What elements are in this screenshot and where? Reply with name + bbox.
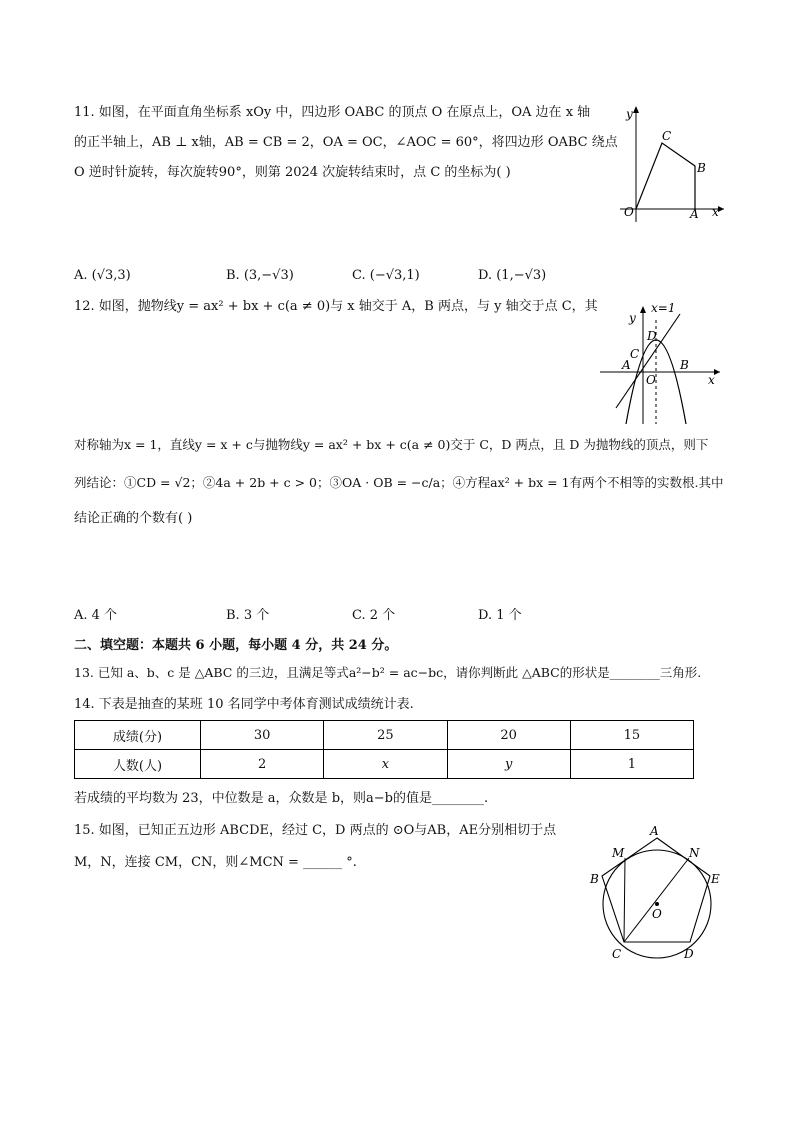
q12-line-2: 对称轴为x = 1，直线y = x + c与抛物线y = ax² + bx + c(a ≠ 0)交于 C，D 两点，且 D 为抛物线的顶点，则下 [74,437,709,452]
q14-intro: 14. 下表是抽查的某班 10 名同学中考体育测试成绩统计表. [74,697,414,712]
table-row [75,721,694,750]
q11-label-x: x [712,205,719,219]
table-row [75,750,694,779]
q12-option-c: C. 2 个 [352,608,396,623]
table-cell: 人数(人) [75,750,201,779]
q11-line-1: 11. 如图，在平面直角坐标系 xOy 中，四边形 OABC 的顶点 O 在原点上，OA 边在 x 轴 [74,105,591,120]
q11-label-o: O [624,205,634,219]
q12-option-a: A. 4 个 [74,608,118,623]
table-cell: y [447,750,570,779]
q11-option-b: B. (3,−√3) [226,268,294,283]
section-heading-fill-in: 二、填空题：本题共 6 小题，每小题 4 分，共 24 分。 [74,638,398,653]
q15-label-b: B [590,872,599,886]
q15-line-2: M，N，连接 CM，CN，则∠MCN = ______ °. [74,855,357,870]
table-cell: 成绩(分) [75,721,201,750]
q11-line-2: 的正半轴上，AB ⊥ x轴，AB = CB = 2，OA = OC，∠AOC = 60°，将四边形 OABC 绕点 [74,135,618,150]
q11-y-arrow [633,106,639,113]
q12-label-o: O [646,373,656,387]
q11-label-a: A [690,207,699,221]
q12-label-b: B [680,358,689,372]
q11-figure [612,100,732,225]
q15-label-c: C [612,947,622,961]
q12-x-arrow [714,369,720,375]
q11-label-c: C [662,129,672,143]
q12-figure [596,296,726,426]
q12-label-d: D [647,329,657,343]
table-cell: 25 [324,721,447,750]
q12-line-1: 12. 如图，抛物线y = ax² + bx + c(a ≠ 0)与 x 轴交于 A，B 两点，与 y 轴交于点 C，其 [74,299,598,314]
q11-x-arrow [718,206,724,212]
q11-quadrilateral [636,143,695,209]
q12-line-3: 列结论：①CD = √2；②4a + 2b + c > 0；③OA · OB = −c/a；④方程ax² + bx = 1有两个不相等的实数根.其中 [74,475,724,490]
q12-line-4: 结论正确的个数有( ) [74,511,193,526]
q12-label-x: x [708,373,715,387]
q12-label-c: C [630,347,640,361]
score-table [74,720,694,779]
q15-label-e: E [711,872,720,886]
q12-option-b: B. 3 个 [226,608,270,623]
q15-center-point [655,902,659,906]
q11-option-a: A. (√3,3) [74,268,131,283]
q15-label-m: M [612,846,625,860]
q12-label-a: A [622,358,631,372]
q15-label-d: D [684,947,694,961]
q12-y-arrow [640,306,646,313]
table-cell: 20 [447,721,570,750]
table-cell: 1 [570,750,693,779]
q13-text: 13. 已知 a、b、c 是 △ABC 的三边，且满足等式a²−b² = ac−bc，请你判断此 △ABC的形状是________三角形. [74,665,702,680]
q11-label-y: y [626,107,633,121]
q15-segment-cm [624,858,625,942]
q15-segment-cn [624,858,689,942]
table-cell: 30 [201,721,324,750]
q15-label-n: N [689,846,700,860]
q12-label-x-eq-1: x=1 [651,301,676,315]
q11-option-d: D. (1,−√3) [478,268,547,283]
q12-option-d: D. 1 个 [478,608,522,623]
q11-option-c: C. (−√3,1) [352,268,420,283]
q11-line-3: O 逆时针旋转，每次旋转90°，则第 2024 次旋转结束时，点 C 的坐标为( ) [74,165,511,180]
q15-figure [586,820,726,965]
q14-question: 若成绩的平均数为 23，中位数是 a，众数是 b，则a−b的值是________. [74,791,489,806]
q12-label-y: y [629,311,636,325]
table-cell: x [324,750,447,779]
q15-line-1: 15. 如图，已知正五边形 ABCDE，经过 C，D 两点的 ⊙O与AB，AE分别相切于点 [74,823,557,838]
q11-label-b: B [697,161,706,175]
q15-label-o: O [652,907,662,921]
table-cell: 2 [201,750,324,779]
q15-label-a: A [650,824,659,838]
table-cell: 15 [570,721,693,750]
